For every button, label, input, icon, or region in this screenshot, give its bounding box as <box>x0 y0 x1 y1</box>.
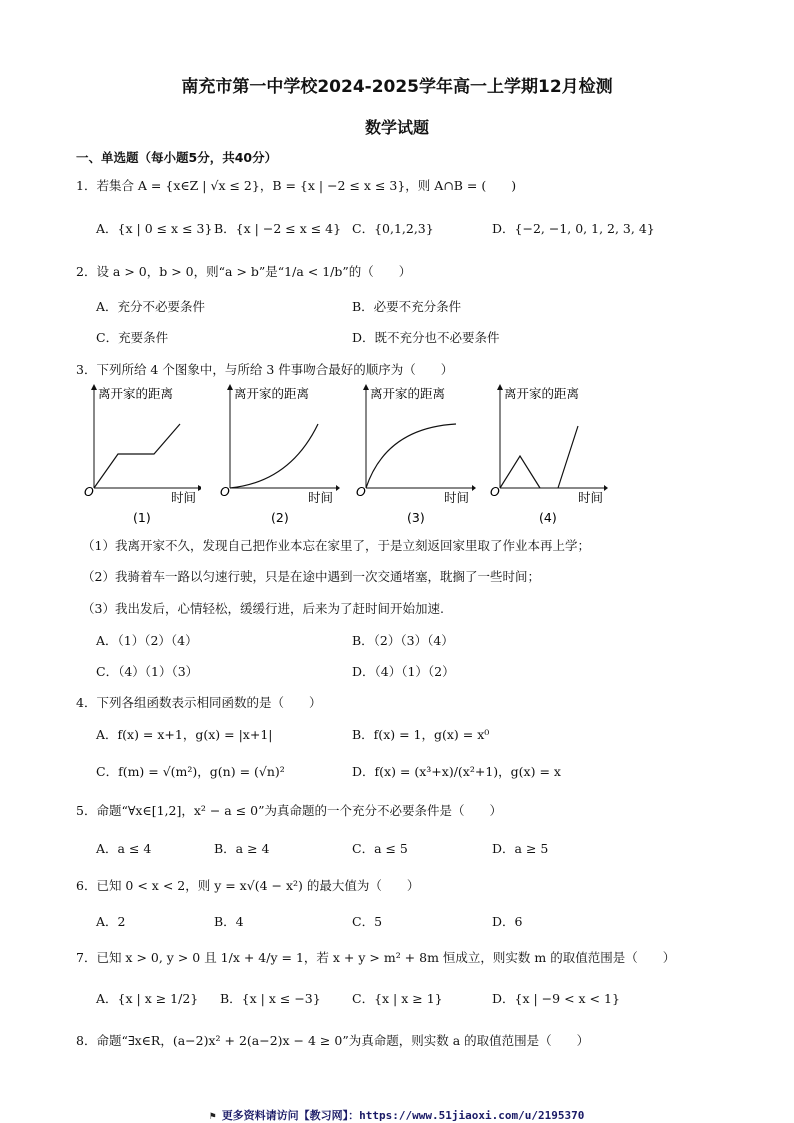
q3-option-a: A．（1）（2）（4） <box>96 633 198 648</box>
section-heading: 一、单选题（每小题5分，共40分） <box>76 150 278 165</box>
y-axis-arrow-icon <box>497 384 503 390</box>
question-5-stem: 5．命题“∀x∈[1,2]，x² − a ≤ 0”为真命题的一个充分不必要条件是（ ） <box>76 803 503 818</box>
q3-event-2: （2）我骑着车一路以匀速行驶，只是在途中遇到一次交通堵塞，耽搁了一些时间； <box>82 569 540 584</box>
q3-event-1: （1）我离开家不久，发现自己把作业本忘在家里了，于是立刻返回家里取了作业本再上学； <box>82 538 590 553</box>
graph-3-caption: (3) <box>407 510 425 524</box>
q6-option-a: A．2 <box>96 914 126 929</box>
question-8-stem: 8．命题“∃x∈R，(a−2)x² + 2(a−2)x − 4 ≥ 0”为真命题，则实数 a 的取值范围是（ ） <box>76 1033 590 1048</box>
graph-1-caption: (1) <box>133 510 151 524</box>
graph-2-ylabel: 离开家的距离 <box>234 386 310 401</box>
question-6-stem: 6．已知 0 < x < 2，则 y = x√(4 − x²) 的最大值为（ ） <box>76 878 420 893</box>
x-axis-arrow-icon <box>604 485 608 491</box>
graph-4-curve-return <box>558 426 578 488</box>
graph-2-xlabel: 时间 <box>308 490 334 505</box>
graph-2-caption: (2) <box>271 510 289 524</box>
x-axis-arrow-icon <box>336 485 340 491</box>
graph-4-curve-out <box>500 456 540 488</box>
question-2-stem: 2．设 a > 0，b > 0，则“a > b”是“1/a < 1/b”的（ ） <box>76 264 412 279</box>
q3-option-b: B．（2）（3）（4） <box>352 633 454 648</box>
q5-option-b: B．a ≥ 4 <box>214 841 270 856</box>
graph-2-curve <box>230 424 318 488</box>
q2-option-b: B．必要不充分条件 <box>352 299 462 314</box>
q4-option-c: C．f(m) = √(m²)，g(n) = (√n)² <box>96 764 285 779</box>
graph-2 <box>212 382 340 524</box>
footer <box>0 1107 794 1123</box>
y-axis-arrow-icon <box>227 384 233 390</box>
q4-option-b: B．f(x) = 1，g(x) = x⁰ <box>352 727 490 742</box>
footer-link[interactable]: 更多资料请访问【教习网】：https://www.51jiaoxi.com/u/2195370 <box>221 1109 585 1122</box>
graph-4-origin: O <box>490 484 500 499</box>
graph-3-xlabel: 时间 <box>444 490 470 505</box>
q4-option-a: A．f(x) = x+1，g(x) = |x+1| <box>96 727 273 742</box>
graph-3-ylabel: 离开家的距离 <box>370 386 446 401</box>
q5-option-c: C．a ≤ 5 <box>352 841 408 856</box>
q7-option-c: C．{x | x ≥ 1} <box>352 991 443 1006</box>
q4-option-d: D．f(x) = (x³+x)/(x²+1)，g(x) = x <box>352 764 561 779</box>
x-axis-arrow-icon <box>198 485 201 491</box>
graph-3-curve <box>366 424 456 488</box>
q1-option-d: D．{−2, −1, 0, 1, 2, 3, 4} <box>492 221 655 236</box>
q3-option-c: C．（4）（1）（3） <box>96 664 199 679</box>
graph-4-ylabel: 离开家的距离 <box>504 386 580 401</box>
y-axis-arrow-icon <box>91 384 97 390</box>
page-title: 南充市第一中学校2024-2025学年高一上学期12月检测 <box>181 77 613 97</box>
graph-1-ylabel: 离开家的距离 <box>98 386 174 401</box>
graph-4-caption: (4) <box>539 510 557 524</box>
question-7-stem: 7．已知 x > 0, y > 0 且 1/x + 4/y = 1，若 x + y > m² + 8m 恒成立，则实数 m 的取值范围是（ ） <box>76 950 676 965</box>
q6-option-b: B．4 <box>214 914 244 929</box>
graph-3 <box>348 382 476 524</box>
graph-1-origin: O <box>84 484 94 499</box>
q7-option-d: D．{x | −9 < x < 1} <box>492 991 620 1006</box>
q5-option-d: D．a ≥ 5 <box>492 841 549 856</box>
graph-1-curve <box>94 424 180 488</box>
x-axis-arrow-icon <box>472 485 476 491</box>
q7-option-a: A．{x | x ≥ 1/2} <box>96 991 199 1006</box>
q6-option-c: C．5 <box>352 914 383 929</box>
q1-option-c: C．{0,1,2,3} <box>352 221 434 236</box>
graph-1 <box>76 382 201 524</box>
q5-option-a: A．a ≤ 4 <box>96 841 152 856</box>
graph-1-xlabel: 时间 <box>171 490 197 505</box>
graph-4 <box>482 382 610 524</box>
q1-option-b: B．{x | −2 ≤ x ≤ 4} <box>214 221 342 236</box>
q2-option-d: D．既不充分也不必要条件 <box>352 330 500 345</box>
flag-icon: ⚑ <box>209 1111 222 1122</box>
q3-option-d: D．（4）（1）（2） <box>352 664 455 679</box>
q1-option-a: A．{x | 0 ≤ x ≤ 3} <box>96 221 213 236</box>
y-axis-arrow-icon <box>363 384 369 390</box>
q7-option-b: B．{x | x ≤ −3} <box>220 991 321 1006</box>
question-3-stem: 3．下列所给 4 个图象中，与所给 3 件事吻合最好的顺序为（ ） <box>76 362 454 377</box>
q2-option-c: C．充要条件 <box>96 330 169 345</box>
graph-2-origin: O <box>220 484 230 499</box>
graph-4-xlabel: 时间 <box>578 490 604 505</box>
page-subtitle: 数学试题 <box>364 118 429 137</box>
question-1-stem: 1．若集合 A = {x∈Z | √x ≤ 2}，B = {x | −2 ≤ x ≤ 3}，则 A∩B = ( ) <box>76 178 517 193</box>
graph-3-origin: O <box>356 484 366 499</box>
q3-event-3: （3）我出发后，心情轻松，缓缓行进，后来为了赶时间开始加速. <box>82 601 444 616</box>
q6-option-d: D．6 <box>492 914 523 929</box>
question-4-stem: 4．下列各组函数表示相同函数的是（ ） <box>76 695 322 710</box>
q2-option-a: A．充分不必要条件 <box>96 299 206 314</box>
